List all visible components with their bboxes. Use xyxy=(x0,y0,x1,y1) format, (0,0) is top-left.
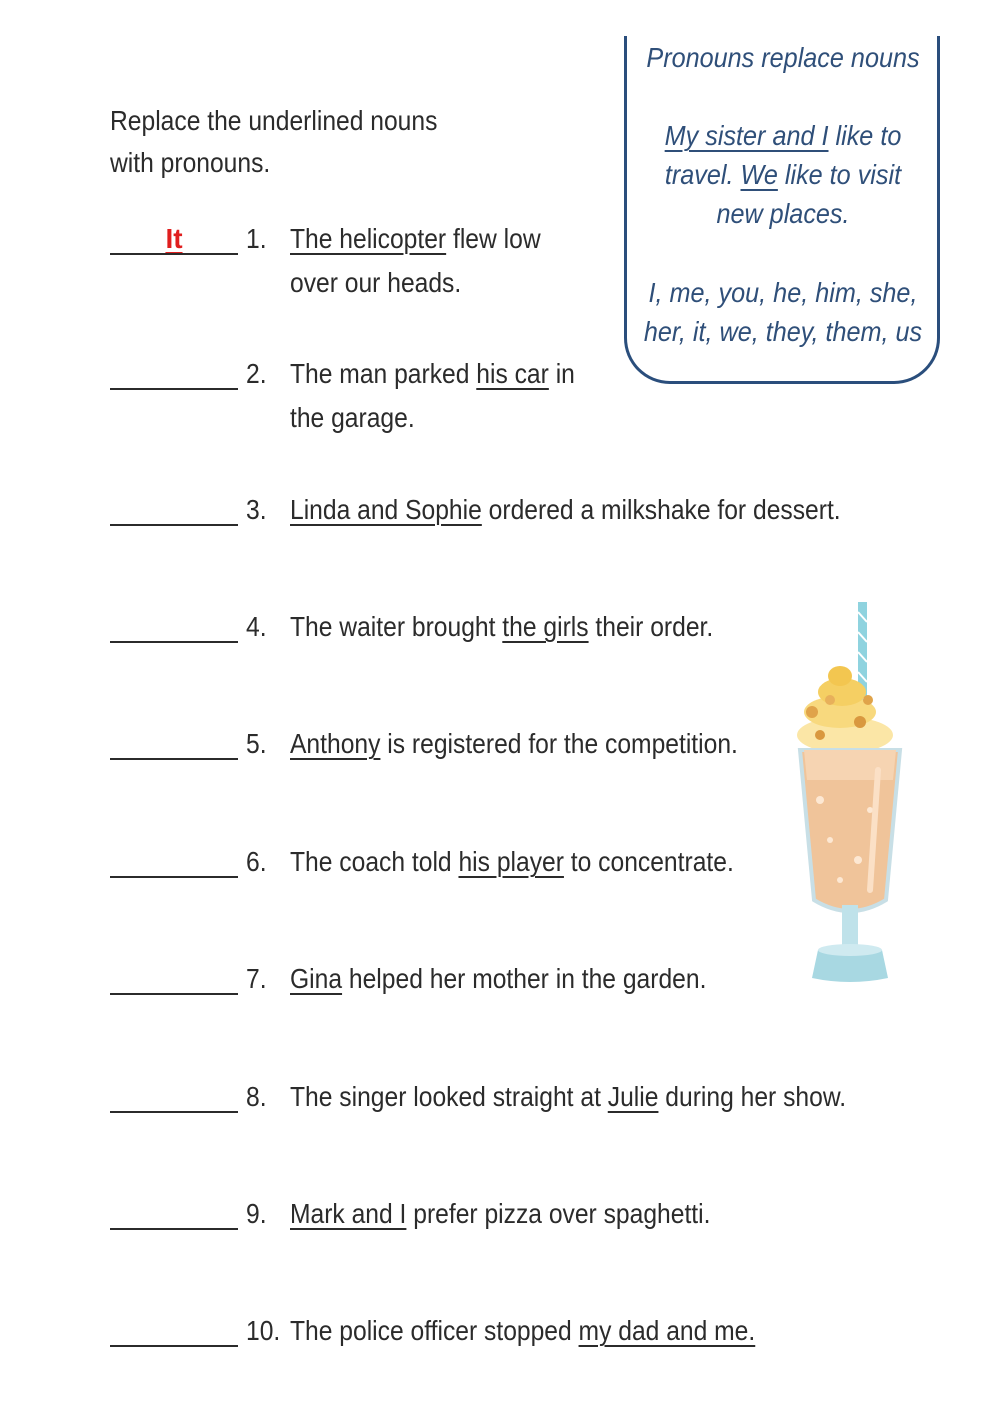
item-number: 2. xyxy=(246,358,267,389)
underlined-noun: Anthony xyxy=(290,728,381,759)
item-number: 3. xyxy=(246,494,267,525)
hint-example-line2 xyxy=(644,155,923,195)
milkshake-illustration xyxy=(790,600,930,990)
sentence-text: during her show. xyxy=(658,1081,847,1112)
sentence-text: The police officer stopped xyxy=(290,1315,579,1346)
sentence-text: their order. xyxy=(588,611,714,642)
hint-title: Pronouns replace nouns xyxy=(646,42,920,73)
answer-blank-10[interactable] xyxy=(110,1309,238,1353)
item-number: 6. xyxy=(246,846,267,877)
item-sentence xyxy=(290,605,713,649)
sentence-text: flew low xyxy=(446,223,541,254)
sentence-text: is registered for the competition. xyxy=(380,728,738,759)
underlined-noun: Linda and Sophie xyxy=(290,494,482,525)
item-sentence-line2: the garage. xyxy=(290,402,415,433)
underlined-noun: the girls xyxy=(502,611,589,642)
answer-blank-7[interactable] xyxy=(110,957,238,1001)
underlined-noun: Julie xyxy=(607,1081,659,1112)
whipped-cream-icon xyxy=(797,666,893,753)
underlined-noun: Gina xyxy=(290,963,343,994)
item-sentence xyxy=(290,1075,846,1119)
answer-blank-1[interactable] xyxy=(110,217,238,261)
answer-blank-8[interactable] xyxy=(110,1075,238,1119)
hint-example-text-1: like to xyxy=(828,120,902,151)
hint-pronoun-list-1: I, me, you, he, him, she, xyxy=(648,277,918,308)
answer-blank-3[interactable] xyxy=(110,488,238,532)
item-sentence-line2: over our heads. xyxy=(290,267,462,298)
sentence-text: ordered a milkshake for dessert. xyxy=(481,494,841,525)
sentence-text: The waiter brought xyxy=(290,611,503,642)
underlined-noun: my dad and me. xyxy=(578,1315,756,1346)
item-sentence xyxy=(290,1309,755,1353)
sentence-text: The singer looked straight at xyxy=(290,1081,608,1112)
sentence-text: in xyxy=(548,358,575,389)
underlined-noun: Mark and I xyxy=(290,1198,407,1229)
hint-example-line3: new places. xyxy=(716,198,850,229)
sentence-text: The coach told xyxy=(290,846,459,877)
item-number: 7. xyxy=(246,963,267,994)
underlined-noun: his player xyxy=(458,846,564,877)
underlined-noun: The helicopter xyxy=(290,223,447,254)
hint-example-text-2b: like to visit xyxy=(777,159,902,190)
item-number: 9. xyxy=(246,1198,267,1229)
item-sentence xyxy=(290,488,841,532)
instructions: Replace the underlined nouns with pronouns. xyxy=(110,105,438,178)
hint-example-underlined-2: We xyxy=(740,159,778,190)
answer-blank-5[interactable] xyxy=(110,722,238,766)
answer-blank-4[interactable] xyxy=(110,605,238,649)
item-sentence xyxy=(290,840,734,884)
hint-example-text-2a: travel. xyxy=(664,159,741,190)
item-number: 5. xyxy=(246,728,267,759)
answer-blank-6[interactable] xyxy=(110,840,238,884)
item-sentence xyxy=(290,957,706,1001)
hint-example-line1 xyxy=(644,116,923,156)
item-number: 10. xyxy=(246,1315,281,1346)
hint-example-underlined-1: My sister and I xyxy=(664,120,829,151)
hint-pronoun-list-2: her, it, we, they, them, us xyxy=(643,316,923,347)
item-number: 8. xyxy=(246,1081,267,1112)
item-sentence xyxy=(290,352,575,396)
item-number: 1. xyxy=(246,223,267,254)
answer-blank-9[interactable] xyxy=(110,1192,238,1236)
answer-blank-2[interactable] xyxy=(110,352,238,396)
answer-text-1: It xyxy=(165,223,183,254)
item-sentence xyxy=(290,722,738,766)
sentence-text: to concentrate. xyxy=(563,846,734,877)
item-number: 4. xyxy=(246,611,267,642)
item-sentence xyxy=(290,217,541,261)
item-sentence xyxy=(290,1192,710,1236)
sentence-text: helped her mother in the garden. xyxy=(342,963,707,994)
sentence-text: The man parked xyxy=(290,358,477,389)
glass-icon xyxy=(800,750,900,982)
sentence-text: prefer pizza over spaghetti. xyxy=(406,1198,711,1229)
underlined-noun: his car xyxy=(476,358,549,389)
